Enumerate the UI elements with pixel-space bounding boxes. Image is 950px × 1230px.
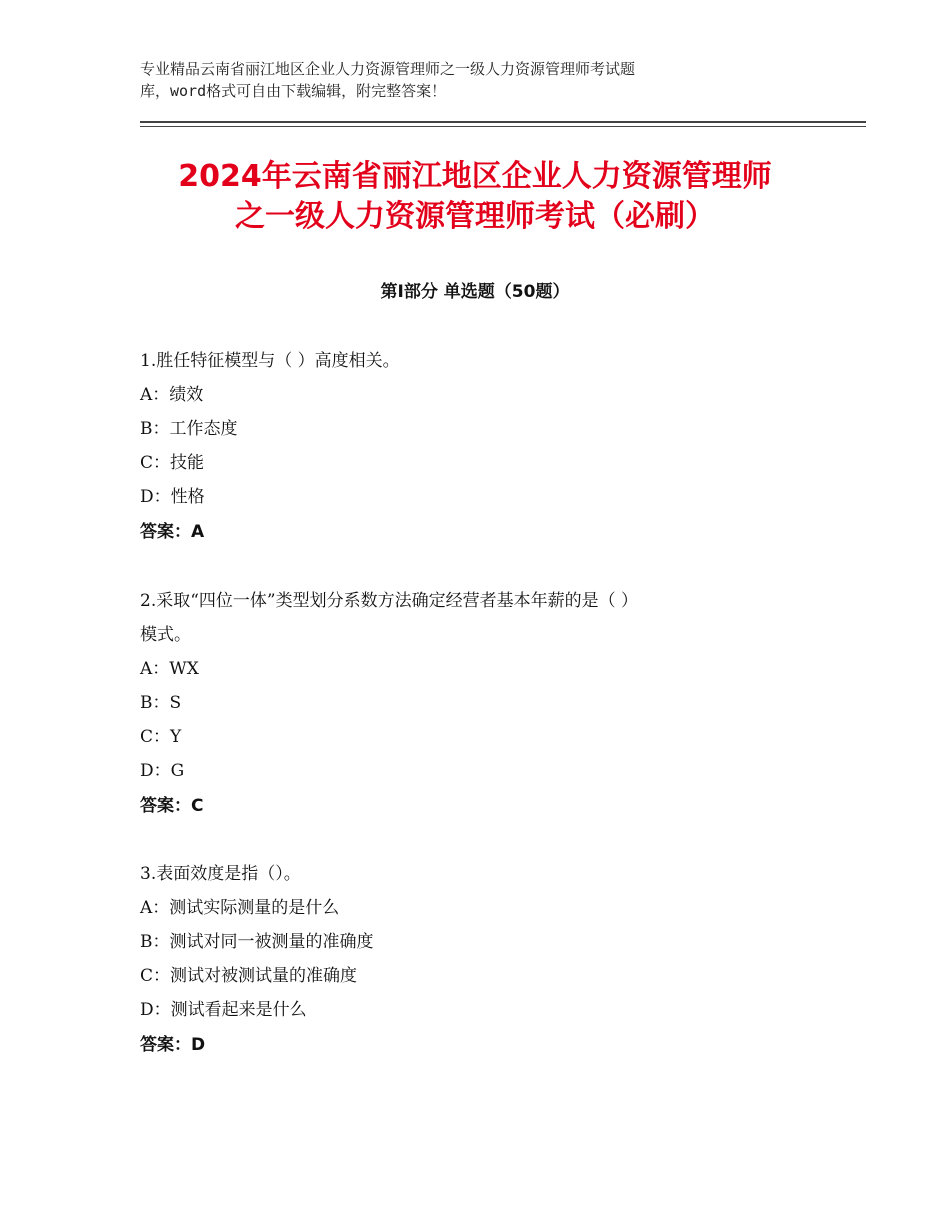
header-divider-thin [140, 126, 866, 127]
header-divider-thick [140, 121, 866, 123]
question-stem-continued: 模式。 [140, 625, 191, 645]
option-b: B：工作态度 [140, 419, 238, 439]
answer: 答案：C [140, 796, 204, 816]
option-a: A：测试实际测量的是什么 [140, 898, 340, 918]
option-a: A：绩效 [140, 385, 204, 405]
document-title-line-2: 之一级人力资源管理师考试（必刷） [235, 199, 715, 234]
answer: 答案：D [140, 1035, 206, 1055]
option-c: C：Y [140, 727, 182, 747]
question-stem: 1.胜任特征模型与（ ）高度相关。 [140, 351, 400, 371]
document-title-line-1: 2024年云南省丽江地区企业人力资源管理师 [178, 159, 772, 194]
option-b: B：S [140, 693, 182, 713]
header-note-line-1: 专业精品云南省丽江地区企业人力资源管理师之一级人力资源管理师考试题 [140, 60, 636, 78]
option-c: C：测试对被测试量的准确度 [140, 966, 358, 986]
section-heading: 第I部分 单选题（50题） [380, 282, 570, 302]
document-title [100, 157, 850, 237]
option-b: B：测试对同一被测量的准确度 [140, 932, 374, 952]
question-stem: 3.表面效度是指（）。 [140, 864, 301, 884]
option-d: D：测试看起来是什么 [140, 1000, 307, 1020]
header-note [140, 58, 780, 102]
option-d: D：性格 [140, 487, 205, 507]
option-a: A：WX [140, 659, 199, 679]
header-note-line-2: 库，word格式可自由下载编辑，附完整答案！ [140, 82, 447, 100]
option-d: D：G [140, 761, 185, 781]
option-c: C：技能 [140, 453, 205, 473]
answer: 答案：A [140, 522, 205, 542]
question-stem: 2.采取“四位一体”类型划分系数方法确定经营者基本年薪的是（ ） [140, 591, 639, 611]
